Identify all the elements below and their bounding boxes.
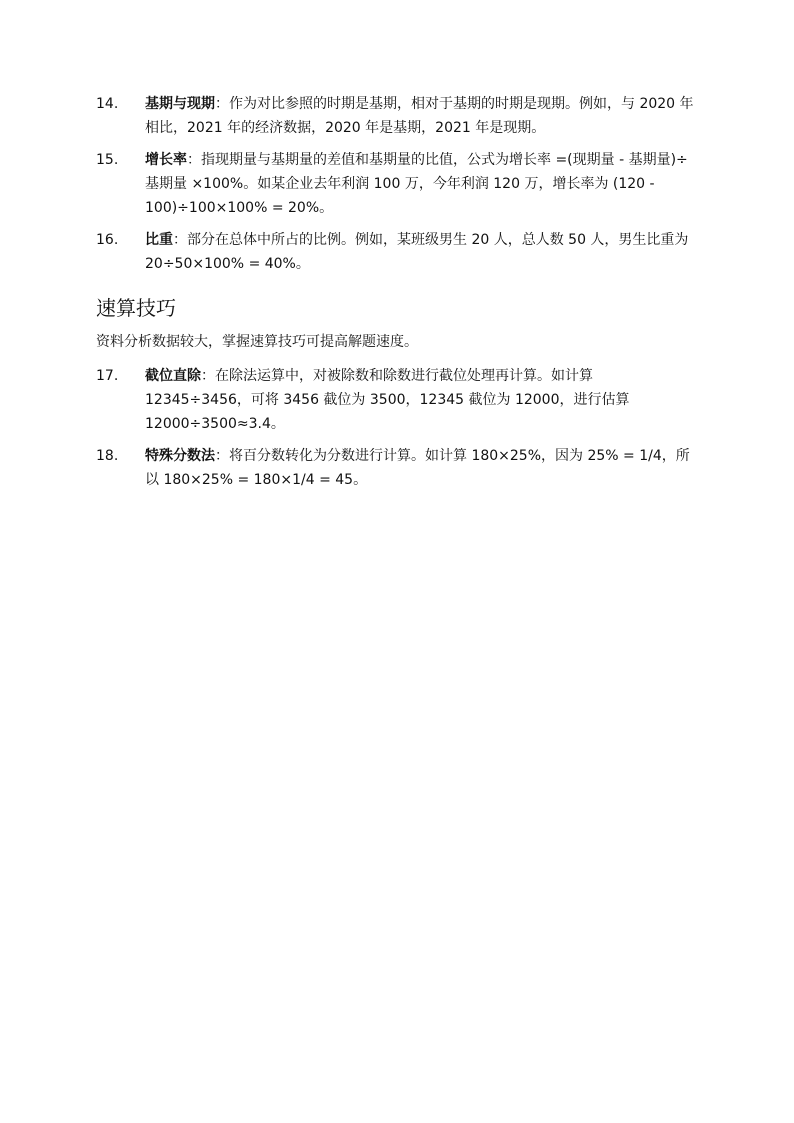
list-item-body bbox=[145, 148, 702, 220]
term-label: 比重 bbox=[145, 232, 173, 248]
list-number: 15. bbox=[96, 152, 119, 168]
list-item-body bbox=[145, 444, 702, 492]
list-item-body bbox=[145, 92, 702, 140]
list-number: 14. bbox=[96, 96, 119, 112]
section-intro: 资料分析数据较大，掌握速算技巧可提高解题速度。 bbox=[96, 334, 418, 350]
list-number: 16. bbox=[96, 232, 119, 248]
list-item-body bbox=[145, 228, 702, 276]
list-item-15 bbox=[96, 148, 702, 220]
list-number: 17. bbox=[96, 368, 119, 384]
list-item-16 bbox=[96, 228, 702, 276]
document-page bbox=[96, 92, 702, 500]
list-item-body bbox=[145, 364, 702, 436]
term-definition: ：部分在总体中所占的比例。例如，某班级男生 20 人，总人数 50 人，男生比重为 20÷50×100% = 40%。 bbox=[145, 232, 689, 272]
list-number: 18. bbox=[96, 448, 119, 464]
list-item-18 bbox=[96, 444, 702, 492]
term-label: 特殊分数法 bbox=[145, 448, 215, 464]
term-definition: ：作为对比参照的时期是基期，相对于基期的时期是现期。例如，与 2020 年相比，2021 年的经济数据，2020 年是基期，2021 年是现期。 bbox=[145, 96, 694, 136]
term-definition: ：在除法运算中，对被除数和除数进行截位处理再计算。如计算 12345÷3456，可将 3456 截位为 3500，12345 截位为 12000，进行估算 12000÷3500≈3.4。 bbox=[145, 368, 630, 432]
section-heading: 速算技巧 bbox=[96, 296, 176, 320]
term-definition: ：将百分数转化为分数进行计算。如计算 180×25%，因为 25% = 1/4，所以 180×25% = 180×1/4 = 45。 bbox=[145, 448, 690, 488]
term-definition: ：指现期量与基期量的差值和基期量的比值，公式为增长率 =(现期量 - 基期量)÷ 基期量 ×100%。如某企业去年利润 100 万，今年利润 120 万，增长率为 (120 - 100)÷100×100% = 20%。 bbox=[145, 152, 688, 216]
term-label: 基期与现期 bbox=[145, 96, 215, 112]
term-label: 增长率 bbox=[145, 152, 187, 168]
term-label: 截位直除 bbox=[145, 368, 201, 384]
list-item-17 bbox=[96, 364, 702, 436]
list-item-14 bbox=[96, 92, 702, 140]
